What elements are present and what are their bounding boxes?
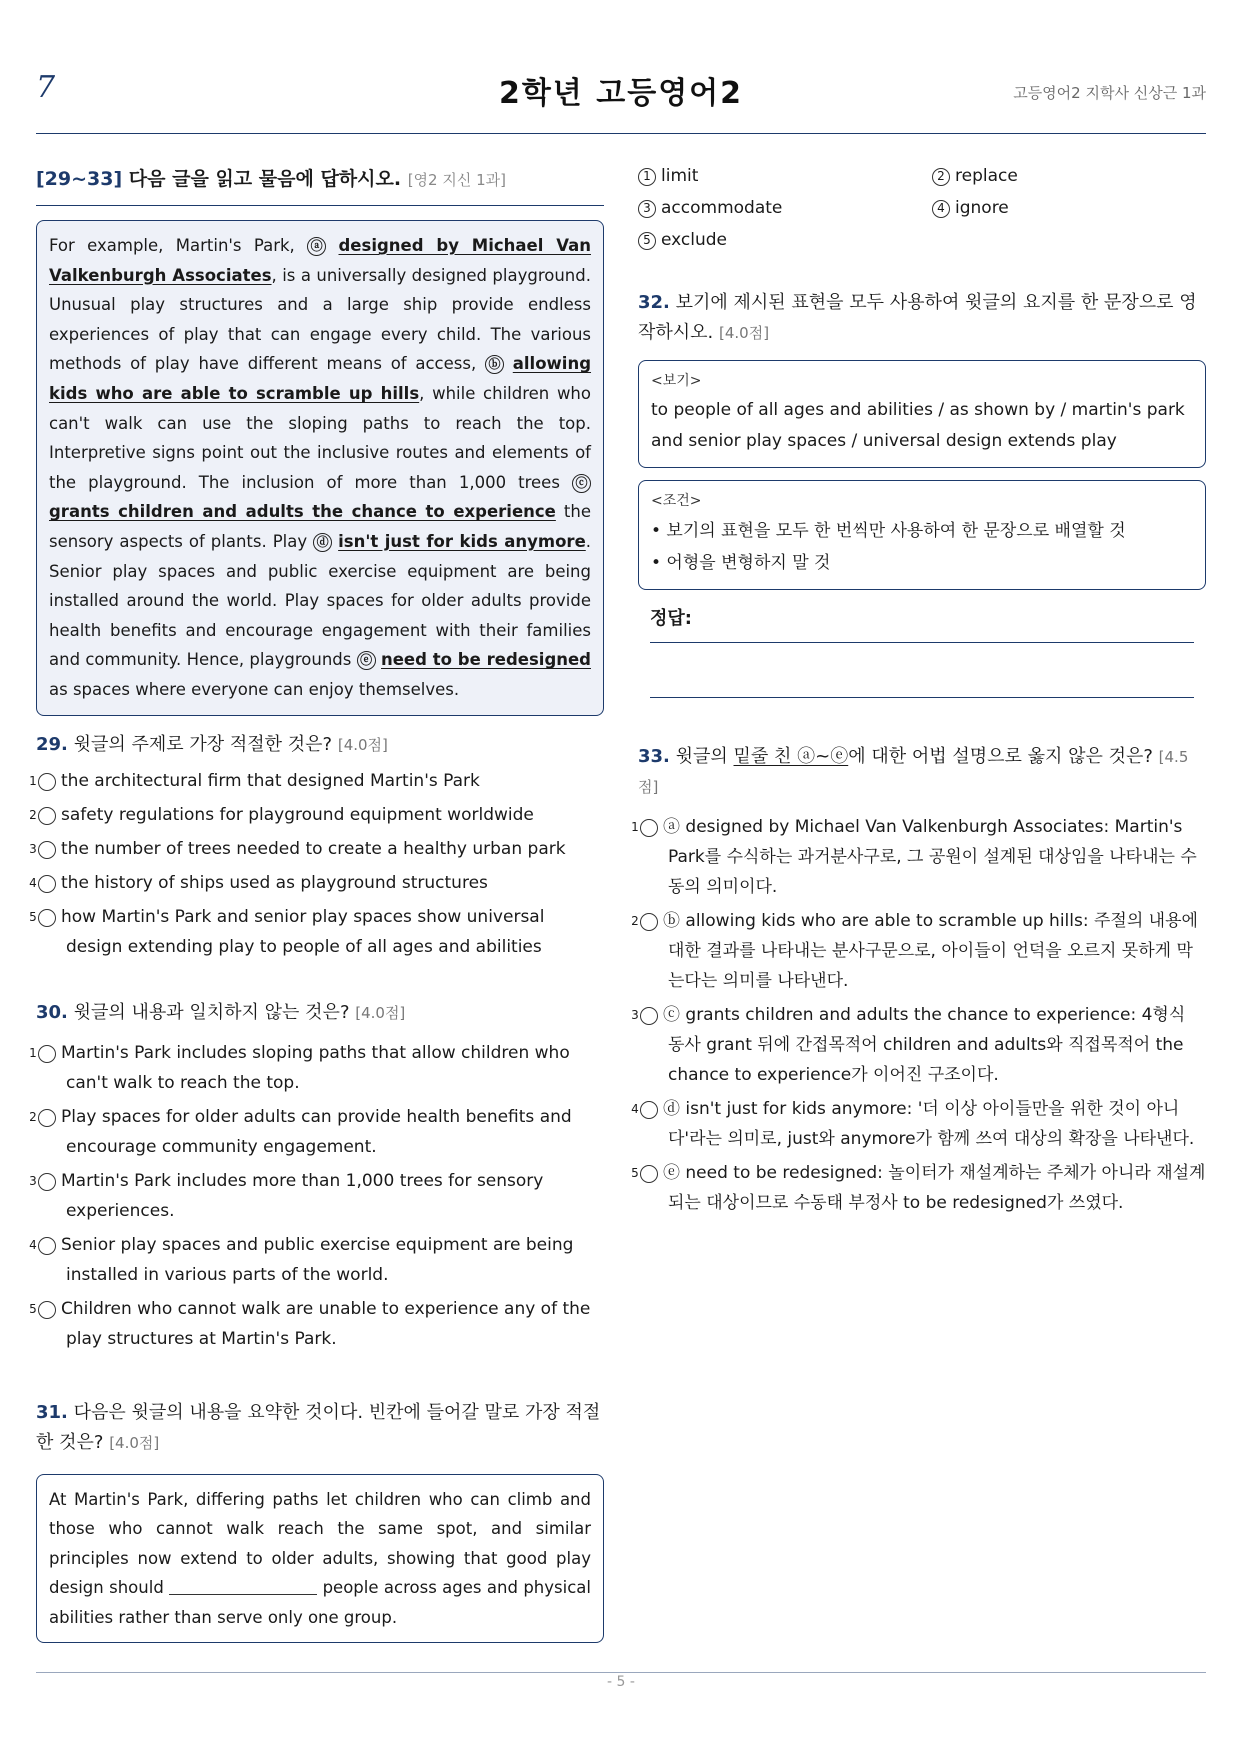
page-number: 7: [36, 70, 56, 105]
question-32: [638, 288, 1206, 348]
option-number: 3: [38, 1173, 56, 1191]
q33-option-3[interactable]: [631, 1000, 1206, 1090]
question-text: 에 대한 어법 설명으로 옳지 않은 것은?: [848, 746, 1153, 767]
mark-b: ⓑ: [485, 355, 504, 374]
question-number: 33.: [638, 746, 670, 767]
question-text-underlined: 밑줄 친 ⓐ~ⓔ: [733, 746, 849, 767]
option-number: 3: [38, 841, 56, 859]
q30-option-2[interactable]: [29, 1102, 604, 1162]
q29-option-1[interactable]: [29, 766, 604, 796]
passage-text: , is a universally designed playground. Unusual play structures and a large ship provide endless experiences of play that can engage every child. The various methods of play have different means of access,: [49, 265, 591, 374]
option-number: 3: [640, 1007, 658, 1025]
question-number: 32.: [638, 292, 670, 313]
option-text: Play spaces for older adults can provide health benefits and encourage community engagement.: [61, 1106, 572, 1157]
option-text: the number of trees needed to create a healthy urban park: [61, 838, 566, 859]
passage-text: the sensory aspects of plants. Play: [49, 502, 591, 551]
option-number: 1: [640, 819, 658, 837]
question-points: [4.5점]: [638, 748, 1189, 796]
option-number: 4: [932, 200, 950, 218]
question-points: [4.0점]: [719, 324, 770, 342]
q33-option-1[interactable]: [631, 812, 1206, 902]
condition-label: <조건>: [651, 493, 702, 509]
option-number: 2: [38, 1109, 56, 1127]
q31-option-1[interactable]: [638, 160, 932, 192]
q30-option-4[interactable]: [29, 1230, 604, 1290]
question-text: 윗글의: [675, 746, 734, 767]
mark-e: ⓔ: [357, 651, 376, 670]
option-number: 4: [38, 1237, 56, 1255]
underline-e: need to be redesigned: [381, 650, 591, 670]
q31-option-2[interactable]: [932, 160, 1206, 192]
option-text: accommodate: [661, 198, 783, 218]
q33-option-4[interactable]: [631, 1094, 1206, 1154]
summary-text: people across ages and physical abilities rather than serve only one group.: [49, 1578, 591, 1627]
option-number: 2: [932, 168, 950, 186]
underline-c: grants children and adults the chance to experience: [49, 502, 556, 522]
option-text: ⓓ isn't just for kids anymore: '더 이상 아이들만을 위한 것이 아니다'라는 의미로, just와 anymore가 함께 쓰여 대상의 확장을 나타낸다.: [663, 1099, 1195, 1149]
question-30: [36, 998, 604, 1028]
option-text: Martin's Park includes sloping paths that allow children who can't walk to reach the top.: [61, 1042, 570, 1093]
bogi-label: <보기>: [651, 373, 702, 389]
summary-box: [36, 1474, 604, 1644]
passage-text: For example, Martin's Park,: [49, 236, 308, 255]
question-33: [638, 742, 1206, 802]
exam-subtitle: 고등영어2 지학사 신상근 1과: [1013, 84, 1206, 102]
option-number: 5: [38, 1301, 56, 1319]
answer-line[interactable]: [650, 642, 1194, 643]
option-text: Children who cannot walk are unable to experience any of the play structures at Martin's Park.: [61, 1298, 591, 1349]
footer-page: - 5 -: [607, 1674, 635, 1690]
answer-area: [650, 604, 1194, 698]
section-source: [영2 지신 1과]: [407, 171, 506, 189]
condition-box: [638, 480, 1206, 590]
option-number: 1: [638, 168, 656, 186]
question-number: 30.: [36, 1001, 68, 1023]
question-text: 다음은 윗글의 내용을 요약한 것이다. 빈칸에 들어갈 말로 가장 적절한 것은?: [36, 1401, 601, 1453]
question-points: [4.0점]: [109, 1433, 160, 1452]
passage-text: . Senior play spaces and public exercise equipment are being installed around the world. Play spaces for older adults provide health benefits and encourage engagement with their families and community. Hence, playgrounds: [49, 531, 592, 670]
q29-option-5[interactable]: [29, 902, 604, 962]
q29-option-4[interactable]: [29, 868, 604, 898]
option-number: 2: [640, 913, 658, 931]
option-text: the architectural firm that designed Martin's Park: [61, 770, 480, 791]
question-text: 윗글의 주제로 가장 적절한 것은?: [73, 733, 333, 755]
option-number: 4: [38, 875, 56, 893]
right-column: [631, 160, 1206, 1222]
option-number: 1: [38, 1045, 56, 1063]
mark-a: ⓐ: [307, 237, 326, 256]
underline-a: designed by Michael Van Valkenburgh Associates: [49, 236, 591, 285]
option-text: safety regulations for playground equipment worldwide: [61, 804, 534, 825]
q33-option-5[interactable]: [631, 1158, 1206, 1218]
question-points: [4.0점]: [355, 1003, 406, 1022]
option-text: Senior play spaces and public exercise equipment are being installed in various parts of the world.: [61, 1234, 574, 1285]
passage-text: as spaces where everyone can enjoy themselves.: [49, 679, 460, 699]
q30-options: [29, 1038, 604, 1354]
question-29: [36, 730, 604, 760]
option-number: 4: [640, 1101, 658, 1119]
mark-d: ⓓ: [313, 533, 332, 552]
section-instruction: 다음 글을 읽고 물음에 답하시오.: [128, 168, 402, 190]
option-number: 5: [640, 1165, 658, 1183]
option-number: 5: [638, 232, 656, 250]
option-number: 3: [638, 200, 656, 218]
answer-blank: [169, 1578, 317, 1595]
option-text: limit: [661, 166, 699, 186]
option-text: ⓑ allowing kids who are able to scramble up hills: 주절의 내용에 대한 결과를 나타내는 분사구문으로, 아이들이 언덕을 오르지 못하게 막는다는 의미를 나타낸다.: [663, 911, 1198, 991]
option-text: the history of ships used as playground structures: [61, 872, 488, 893]
q29-option-2[interactable]: [29, 800, 604, 830]
option-text: ignore: [955, 198, 1009, 218]
q31-option-4[interactable]: [932, 192, 1206, 224]
underline-d: isn't just for kids anymore: [338, 531, 586, 551]
question-number: 31.: [36, 1401, 68, 1423]
q30-option-5[interactable]: [29, 1294, 604, 1354]
option-number: 5: [38, 909, 56, 927]
question-text: 보기에 제시된 표현을 모두 사용하여 윗글의 요지를 한 문장으로 영작하시오.: [638, 292, 1197, 343]
option-text: ⓔ need to be redesigned: 놀이터가 재설계하는 주체가 아니라 재설계되는 대상이므로 수동태 부정사 to be redesigned가 쓰였다.: [663, 1163, 1206, 1213]
option-text: ⓒ grants children and adults the chance to experience: 4형식 동사 grant 뒤에 간접목적어 children and adults와 직접목적어 the chance to experience가 이어진 구조이다.: [663, 1005, 1186, 1085]
q29-options: [29, 766, 604, 962]
reading-passage: [36, 220, 604, 716]
mark-c: ⓒ: [572, 474, 591, 493]
option-number: 2: [38, 807, 56, 825]
footer-divider: [36, 1672, 1206, 1673]
option-number: 1: [38, 773, 56, 791]
section-range: [29~33]: [36, 168, 123, 190]
q31-options: [638, 160, 1206, 256]
question-points: [4.0점]: [337, 735, 388, 754]
option-text: Martin's Park includes more than 1,000 trees for sensory experiences.: [61, 1170, 544, 1221]
q30-option-1[interactable]: [29, 1038, 604, 1098]
section-header: [36, 164, 604, 206]
condition-2: • 어형을 변형하지 말 것: [651, 553, 831, 573]
answer-label: 정답:: [650, 608, 692, 629]
option-text: replace: [955, 166, 1018, 186]
q29-option-3[interactable]: [29, 834, 604, 864]
option-text: how Martin's Park and senior play spaces show universal design extending play to people of all ages and abilities: [61, 906, 545, 957]
question-number: 29.: [36, 733, 68, 755]
q33-option-2[interactable]: [631, 906, 1206, 996]
left-column: [29, 164, 604, 1643]
passage-text: , while children who can't walk can use the sloping paths to reach the top. Interpretive signs point out the inclusive routes and elements of the playground. The inclusion of more than 1,000 trees: [49, 383, 591, 492]
underline-b: allowing kids who are able to scramble up hills: [49, 354, 592, 403]
question-31: [36, 1398, 604, 1458]
q31-option-5[interactable]: [638, 224, 932, 256]
bogi-box: [638, 360, 1206, 468]
exam-title: 2학년 고등영어2: [498, 76, 744, 111]
condition-1: • 보기의 표현을 모두 한 번씩만 사용하여 한 문장으로 배열할 것: [651, 521, 1126, 541]
q31-option-3[interactable]: [638, 192, 932, 224]
summary-text: At Martin's Park, differing paths let children who can climb and those who cannot walk reach the same spot, and similar principles now extend to older adults, showing that good play design should: [49, 1489, 591, 1597]
bogi-text: to people of all ages and abilities / as shown by / martin's park and senior play spaces / universal design extends play: [651, 400, 1185, 451]
q33-options: [631, 812, 1206, 1218]
q30-option-3[interactable]: [29, 1166, 604, 1226]
answer-line[interactable]: [650, 697, 1194, 698]
option-text: exclude: [661, 230, 728, 250]
option-text: ⓐ designed by Michael Van Valkenburgh Associates: Martin's Park를 수식하는 과거분사구로, 그 공원이 설계된 대상임을 나타내는 수동의 의미이다.: [663, 817, 1197, 897]
header-divider: [36, 133, 1206, 134]
question-text: 윗글의 내용과 일치하지 않는 것은?: [73, 1001, 350, 1023]
